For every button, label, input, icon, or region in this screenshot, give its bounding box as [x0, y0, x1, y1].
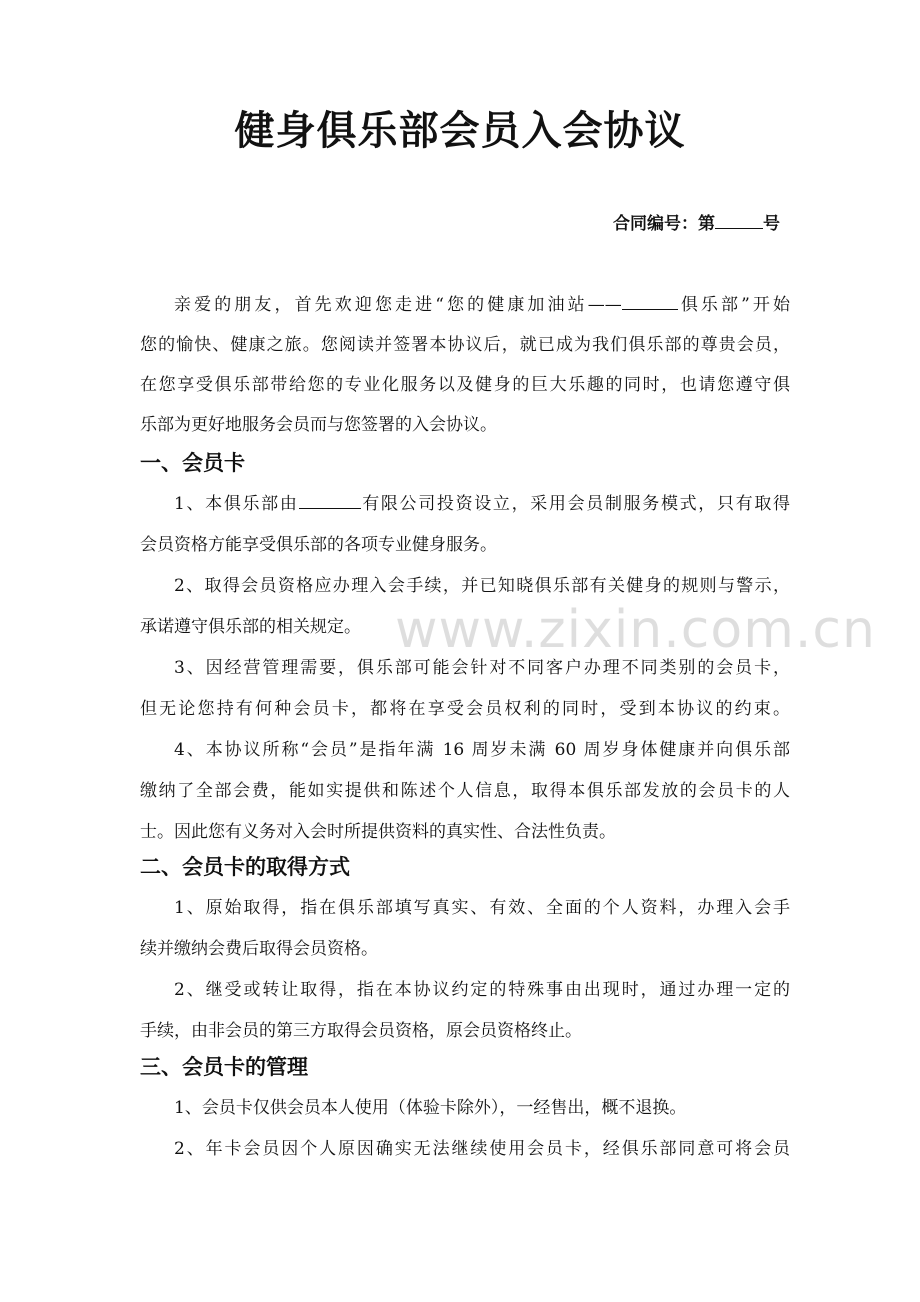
club-name-blank	[622, 289, 678, 310]
section-heading-2: 二、会员卡的取得方式	[140, 855, 350, 879]
section-heading-1: 一、会员卡	[140, 451, 245, 475]
s1-line: 4、本协议所称“会员”是指年满 16 周岁未满 60 周岁身体健康并向俱乐部	[174, 740, 790, 760]
intro-text: 俱乐部”开始	[677, 295, 790, 315]
company-name-blank	[299, 488, 361, 509]
intro-line-1	[174, 285, 790, 325]
contract-number-prefix: 合同编号：第	[613, 214, 715, 234]
contract-number-blank	[715, 208, 763, 229]
s1-line	[174, 484, 790, 524]
s3-line: 2、年卡会员因个人原因确实无法继续使用会员卡，经俱乐部同意可将会员	[174, 1139, 790, 1159]
document-title: 健身俱乐部会员入会协议	[234, 108, 686, 154]
s3-line: 1、会员卡仅供会员本人使用（体验卡除外），一经售出，概不退换。	[174, 1098, 687, 1118]
s1-line: 承诺遵守俱乐部的相关规定。	[140, 617, 361, 637]
s1-line: 士。因此您有义务对入会时所提供资料的真实性、合法性负责。	[140, 822, 616, 842]
contract-number	[613, 208, 780, 238]
s1-text: 有限公司投资设立，采用会员制服务模式，只有取得	[360, 494, 790, 514]
watermark: www.zixin.com.cn	[395, 600, 876, 660]
s1-line: 3、因经营管理需要，俱乐部可能会针对不同客户办理不同类别的会员卡，	[174, 658, 790, 678]
s2-line: 续并缴纳会费后取得会员资格。	[140, 939, 378, 959]
s1-line: 2、取得会员资格应办理入会手续，并已知晓俱乐部有关健身的规则与警示，	[174, 576, 790, 596]
intro-text: 亲爱的朋友，首先欢迎您走进“您的健康加油站——	[174, 295, 622, 315]
s2-line: 2、继受或转让取得，指在本协议约定的特殊事由出现时，通过办理一定的	[174, 980, 790, 1000]
intro-line-4: 乐部为更好地服务会员而与您签署的入会协议。	[140, 415, 497, 435]
section-heading-3: 三、会员卡的管理	[140, 1055, 308, 1079]
intro-line-3: 在您享受俱乐部带给您的专业化服务以及健身的巨大乐趣的同时，也请您遵守俱	[140, 375, 790, 395]
s1-line: 缴纳了全部会费，能如实提供和陈述个人信息，取得本俱乐部发放的会员卡的人	[140, 781, 790, 801]
s1-text: 1、本俱乐部由	[174, 494, 299, 514]
intro-line-2: 您的愉快、健康之旅。您阅读并签署本协议后，就已成为我们俱乐部的尊贵会员，	[140, 335, 790, 355]
s2-line: 1、原始取得，指在俱乐部填写真实、有效、全面的个人资料，办理入会手	[174, 898, 790, 918]
s1-line: 会员资格方能享受俱乐部的各项专业健身服务。	[140, 535, 497, 555]
s2-line: 手续，由非会员的第三方取得会员资格，原会员资格终止。	[140, 1021, 582, 1041]
contract-number-suffix: 号	[763, 214, 780, 234]
s1-line: 但无论您持有何种会员卡，都将在享受会员权利的同时，受到本协议的约束。	[140, 699, 790, 719]
